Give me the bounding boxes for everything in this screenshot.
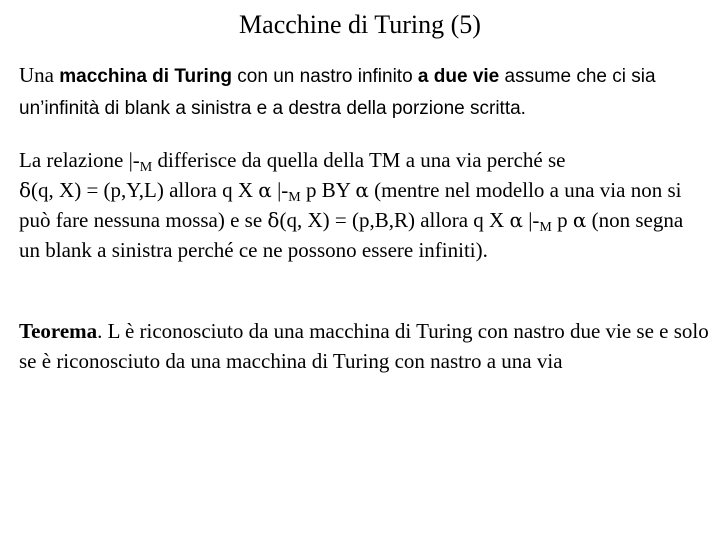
paragraph-relation: [19, 145, 709, 265]
text: (non segna un blank a sinistra perché ce ne possono essere infiniti).: [19, 208, 684, 262]
text: p BY: [300, 178, 356, 202]
text: |-: [271, 178, 289, 202]
text: differisce da quella della TM a una via perché se: [152, 148, 566, 172]
term-a-due-vie: a due vie: [417, 66, 500, 87]
subscript-m: M: [288, 190, 301, 205]
subscript-m: M: [539, 220, 552, 235]
alpha-symbol: α: [572, 208, 587, 232]
slide-title: Macchine di Turing (5): [239, 10, 481, 39]
delta-symbol: δ: [267, 208, 280, 232]
term-macchina-di-turing: macchina di Turing: [59, 66, 233, 87]
text: (mentre nel modello a una via non si può fare nessuna mossa) e se: [19, 178, 682, 232]
text: Una: [19, 63, 60, 87]
paragraph-definition: [19, 60, 709, 124]
alpha-symbol: α: [355, 178, 369, 202]
paragraph-theorem: [19, 316, 709, 376]
alpha-symbol: α: [258, 178, 272, 202]
delta-symbol: δ: [19, 178, 32, 202]
text: con un nastro infinito: [232, 66, 418, 87]
text: La relazione |-: [19, 148, 140, 172]
text: |-: [522, 208, 540, 232]
text: (q, X) = (p,Y,L) allora q X: [31, 178, 259, 202]
theorem-text: . L è riconosciuto da una macchina di Turing con nastro due vie se e solo se è riconosciuto da una macchina di Turing con nastro a una via: [19, 319, 709, 373]
text: (q, X) = (p,B,R) allora q X: [279, 208, 510, 232]
text: assume che ci sia un’infinità di blank a sinistra e a destra della porzione scritta.: [19, 66, 656, 119]
subscript-m: M: [139, 160, 153, 175]
alpha-symbol: α: [509, 208, 523, 232]
theorem-label: Teorema: [19, 319, 98, 343]
text: p: [551, 208, 573, 232]
